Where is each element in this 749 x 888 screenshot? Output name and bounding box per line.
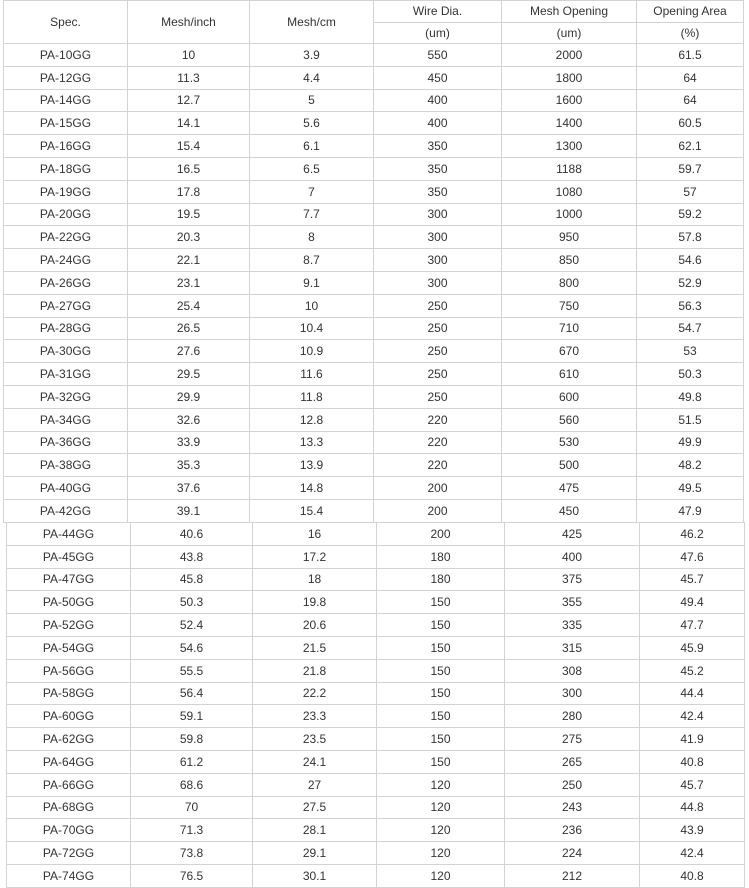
cell-opening-area: 47.7 bbox=[640, 614, 745, 637]
cell-opening-area: 51.5 bbox=[637, 408, 744, 431]
cell-spec: PA-40GG bbox=[4, 477, 128, 500]
cell-opening-area: 53 bbox=[637, 340, 744, 363]
cell-opening-area: 59.2 bbox=[637, 203, 744, 226]
cell-wire-dia: 200 bbox=[374, 499, 502, 522]
cell-spec: PA-20GG bbox=[4, 203, 128, 226]
cell-mesh-cm: 7.7 bbox=[250, 203, 374, 226]
cell-wire-dia: 350 bbox=[374, 180, 502, 203]
cell-wire-dia: 350 bbox=[374, 135, 502, 158]
cell-mesh-opening: 1080 bbox=[502, 180, 637, 203]
cell-opening-area: 49.9 bbox=[637, 431, 744, 454]
cell-spec: PA-72GG bbox=[7, 842, 131, 865]
mesh-spec-table-bottom bbox=[6, 522, 745, 888]
table-row bbox=[7, 773, 745, 796]
cell-spec: PA-22GG bbox=[4, 226, 128, 249]
cell-opening-area: 46.2 bbox=[640, 523, 745, 546]
cell-mesh-inch: 16.5 bbox=[128, 157, 250, 180]
cell-mesh-cm: 21.8 bbox=[253, 659, 377, 682]
cell-mesh-opening: 212 bbox=[505, 864, 640, 887]
cell-mesh-inch: 50.3 bbox=[131, 591, 253, 614]
cell-mesh-inch: 55.5 bbox=[131, 659, 253, 682]
cell-mesh-inch: 73.8 bbox=[131, 842, 253, 865]
cell-spec: PA-56GG bbox=[7, 659, 131, 682]
cell-wire-dia: 550 bbox=[374, 44, 502, 67]
cell-mesh-opening: 530 bbox=[502, 431, 637, 454]
cell-spec: PA-34GG bbox=[4, 408, 128, 431]
header-opening-area-unit: (%) bbox=[637, 22, 744, 44]
cell-spec: PA-15GG bbox=[4, 112, 128, 135]
cell-mesh-inch: 11.3 bbox=[128, 66, 250, 89]
cell-wire-dia: 120 bbox=[377, 773, 505, 796]
cell-mesh-inch: 35.3 bbox=[128, 454, 250, 477]
cell-opening-area: 42.4 bbox=[640, 842, 745, 865]
table-row bbox=[7, 842, 745, 865]
cell-wire-dia: 300 bbox=[374, 203, 502, 226]
cell-mesh-cm: 5 bbox=[250, 89, 374, 112]
cell-mesh-opening: 315 bbox=[505, 636, 640, 659]
cell-spec: PA-58GG bbox=[7, 682, 131, 705]
header-wire-dia: Wire Dia. bbox=[374, 1, 502, 23]
cell-spec: PA-60GG bbox=[7, 705, 131, 728]
table-row bbox=[7, 819, 745, 842]
cell-opening-area: 44.4 bbox=[640, 682, 745, 705]
cell-mesh-opening: 2000 bbox=[502, 44, 637, 67]
cell-mesh-opening: 400 bbox=[505, 545, 640, 568]
cell-wire-dia: 400 bbox=[374, 112, 502, 135]
cell-spec: PA-38GG bbox=[4, 454, 128, 477]
cell-mesh-opening: 1600 bbox=[502, 89, 637, 112]
cell-mesh-inch: 68.6 bbox=[131, 773, 253, 796]
cell-mesh-cm: 30.1 bbox=[253, 864, 377, 887]
cell-mesh-cm: 13.9 bbox=[250, 454, 374, 477]
header-row bbox=[4, 1, 744, 23]
cell-mesh-inch: 76.5 bbox=[131, 864, 253, 887]
cell-mesh-opening: 236 bbox=[505, 819, 640, 842]
cell-spec: PA-66GG bbox=[7, 773, 131, 796]
cell-opening-area: 50.3 bbox=[637, 363, 744, 386]
table-row bbox=[4, 66, 744, 89]
cell-mesh-cm: 6.5 bbox=[250, 157, 374, 180]
cell-wire-dia: 150 bbox=[377, 614, 505, 637]
cell-mesh-opening: 1400 bbox=[502, 112, 637, 135]
cell-mesh-inch: 25.4 bbox=[128, 294, 250, 317]
cell-mesh-cm: 8 bbox=[250, 226, 374, 249]
cell-opening-area: 64 bbox=[637, 89, 744, 112]
header-opening-area: Opening Area bbox=[637, 1, 744, 23]
cell-mesh-opening: 250 bbox=[505, 773, 640, 796]
table-row bbox=[4, 317, 744, 340]
cell-mesh-opening: 375 bbox=[505, 568, 640, 591]
cell-mesh-cm: 7 bbox=[250, 180, 374, 203]
cell-spec: PA-24GG bbox=[4, 249, 128, 272]
cell-mesh-cm: 24.1 bbox=[253, 750, 377, 773]
cell-wire-dia: 120 bbox=[377, 864, 505, 887]
cell-spec: PA-44GG bbox=[7, 523, 131, 546]
table-row bbox=[4, 385, 744, 408]
cell-spec: PA-50GG bbox=[7, 591, 131, 614]
cell-mesh-cm: 11.8 bbox=[250, 385, 374, 408]
cell-wire-dia: 150 bbox=[377, 750, 505, 773]
cell-mesh-cm: 14.8 bbox=[250, 477, 374, 500]
cell-mesh-inch: 52.4 bbox=[131, 614, 253, 637]
cell-mesh-cm: 12.8 bbox=[250, 408, 374, 431]
cell-mesh-opening: 243 bbox=[505, 796, 640, 819]
cell-mesh-inch: 39.1 bbox=[128, 499, 250, 522]
cell-opening-area: 57.8 bbox=[637, 226, 744, 249]
cell-mesh-cm: 10 bbox=[250, 294, 374, 317]
cell-wire-dia: 300 bbox=[374, 249, 502, 272]
table-row bbox=[7, 705, 745, 728]
table-row bbox=[4, 271, 744, 294]
table-row bbox=[7, 636, 745, 659]
cell-opening-area: 45.9 bbox=[640, 636, 745, 659]
cell-mesh-inch: 17.8 bbox=[128, 180, 250, 203]
cell-mesh-inch: 59.1 bbox=[131, 705, 253, 728]
cell-opening-area: 42.4 bbox=[640, 705, 745, 728]
cell-mesh-cm: 9.1 bbox=[250, 271, 374, 294]
cell-mesh-cm: 20.6 bbox=[253, 614, 377, 637]
cell-spec: PA-10GG bbox=[4, 44, 128, 67]
cell-spec: PA-45GG bbox=[7, 545, 131, 568]
cell-opening-area: 49.8 bbox=[637, 385, 744, 408]
cell-mesh-opening: 425 bbox=[505, 523, 640, 546]
cell-opening-area: 43.9 bbox=[640, 819, 745, 842]
cell-mesh-opening: 670 bbox=[502, 340, 637, 363]
cell-wire-dia: 400 bbox=[374, 89, 502, 112]
cell-mesh-inch: 20.3 bbox=[128, 226, 250, 249]
cell-mesh-cm: 23.5 bbox=[253, 728, 377, 751]
cell-spec: PA-70GG bbox=[7, 819, 131, 842]
table-row bbox=[7, 728, 745, 751]
cell-mesh-opening: 265 bbox=[505, 750, 640, 773]
table-row bbox=[4, 180, 744, 203]
cell-mesh-inch: 56.4 bbox=[131, 682, 253, 705]
cell-wire-dia: 220 bbox=[374, 431, 502, 454]
table-row bbox=[4, 226, 744, 249]
cell-mesh-opening: 335 bbox=[505, 614, 640, 637]
cell-spec: PA-74GG bbox=[7, 864, 131, 887]
cell-opening-area: 61.5 bbox=[637, 44, 744, 67]
cell-mesh-cm: 28.1 bbox=[253, 819, 377, 842]
cell-mesh-cm: 22.2 bbox=[253, 682, 377, 705]
cell-mesh-opening: 450 bbox=[502, 499, 637, 522]
header-mesh-opening-unit: (um) bbox=[502, 22, 637, 44]
cell-opening-area: 44.8 bbox=[640, 796, 745, 819]
cell-wire-dia: 120 bbox=[377, 796, 505, 819]
cell-wire-dia: 150 bbox=[377, 728, 505, 751]
table-row bbox=[4, 363, 744, 386]
cell-opening-area: 54.6 bbox=[637, 249, 744, 272]
cell-mesh-cm: 18 bbox=[253, 568, 377, 591]
cell-opening-area: 59.7 bbox=[637, 157, 744, 180]
cell-mesh-cm: 10.4 bbox=[250, 317, 374, 340]
cell-spec: PA-47GG bbox=[7, 568, 131, 591]
cell-mesh-inch: 54.6 bbox=[131, 636, 253, 659]
cell-spec: PA-68GG bbox=[7, 796, 131, 819]
table-row bbox=[7, 568, 745, 591]
table-row bbox=[7, 750, 745, 773]
header-mesh-cm: Mesh/cm bbox=[250, 1, 374, 44]
cell-mesh-opening: 750 bbox=[502, 294, 637, 317]
cell-opening-area: 60.5 bbox=[637, 112, 744, 135]
cell-mesh-inch: 12.7 bbox=[128, 89, 250, 112]
table-row bbox=[4, 89, 744, 112]
cell-opening-area: 41.9 bbox=[640, 728, 745, 751]
cell-spec: PA-54GG bbox=[7, 636, 131, 659]
cell-wire-dia: 150 bbox=[377, 659, 505, 682]
table-row bbox=[7, 591, 745, 614]
table-row bbox=[7, 682, 745, 705]
cell-mesh-cm: 27 bbox=[253, 773, 377, 796]
cell-mesh-cm: 4.4 bbox=[250, 66, 374, 89]
cell-spec: PA-36GG bbox=[4, 431, 128, 454]
cell-mesh-cm: 6.1 bbox=[250, 135, 374, 158]
cell-mesh-opening: 800 bbox=[502, 271, 637, 294]
mesh-spec-table-top bbox=[3, 0, 744, 523]
cell-mesh-cm: 10.9 bbox=[250, 340, 374, 363]
cell-wire-dia: 180 bbox=[377, 545, 505, 568]
cell-mesh-inch: 70 bbox=[131, 796, 253, 819]
cell-opening-area: 47.9 bbox=[637, 499, 744, 522]
cell-wire-dia: 150 bbox=[377, 682, 505, 705]
table-row bbox=[4, 499, 744, 522]
cell-mesh-opening: 355 bbox=[505, 591, 640, 614]
cell-opening-area: 49.4 bbox=[640, 591, 745, 614]
cell-wire-dia: 220 bbox=[374, 408, 502, 431]
table-row bbox=[4, 157, 744, 180]
cell-wire-dia: 300 bbox=[374, 226, 502, 249]
cell-mesh-cm: 27.5 bbox=[253, 796, 377, 819]
cell-mesh-inch: 10 bbox=[128, 44, 250, 67]
cell-mesh-inch: 27.6 bbox=[128, 340, 250, 363]
cell-mesh-inch: 22.1 bbox=[128, 249, 250, 272]
cell-mesh-cm: 16 bbox=[253, 523, 377, 546]
cell-spec: PA-14GG bbox=[4, 89, 128, 112]
table-row bbox=[4, 408, 744, 431]
cell-wire-dia: 300 bbox=[374, 271, 502, 294]
cell-spec: PA-12GG bbox=[4, 66, 128, 89]
cell-spec: PA-42GG bbox=[4, 499, 128, 522]
cell-wire-dia: 180 bbox=[377, 568, 505, 591]
cell-spec: PA-31GG bbox=[4, 363, 128, 386]
table-row bbox=[7, 523, 745, 546]
cell-opening-area: 62.1 bbox=[637, 135, 744, 158]
table-row bbox=[4, 203, 744, 226]
cell-mesh-inch: 15.4 bbox=[128, 135, 250, 158]
cell-mesh-inch: 32.6 bbox=[128, 408, 250, 431]
cell-opening-area: 47.6 bbox=[640, 545, 745, 568]
cell-opening-area: 52.9 bbox=[637, 271, 744, 294]
cell-mesh-opening: 560 bbox=[502, 408, 637, 431]
cell-wire-dia: 250 bbox=[374, 363, 502, 386]
table-row bbox=[4, 477, 744, 500]
cell-mesh-inch: 33.9 bbox=[128, 431, 250, 454]
cell-opening-area: 48.2 bbox=[637, 454, 744, 477]
cell-mesh-opening: 224 bbox=[505, 842, 640, 865]
cell-wire-dia: 150 bbox=[377, 591, 505, 614]
table-row bbox=[4, 294, 744, 317]
cell-opening-area: 56.3 bbox=[637, 294, 744, 317]
table-row bbox=[4, 112, 744, 135]
cell-mesh-cm: 13.3 bbox=[250, 431, 374, 454]
header-spec: Spec. bbox=[4, 1, 128, 44]
cell-wire-dia: 200 bbox=[374, 477, 502, 500]
cell-mesh-opening: 475 bbox=[502, 477, 637, 500]
cell-wire-dia: 350 bbox=[374, 157, 502, 180]
cell-wire-dia: 250 bbox=[374, 317, 502, 340]
cell-wire-dia: 150 bbox=[377, 636, 505, 659]
cell-mesh-cm: 29.1 bbox=[253, 842, 377, 865]
header-wire-dia-unit: (um) bbox=[374, 22, 502, 44]
cell-spec: PA-16GG bbox=[4, 135, 128, 158]
cell-spec: PA-26GG bbox=[4, 271, 128, 294]
cell-mesh-inch: 29.9 bbox=[128, 385, 250, 408]
cell-wire-dia: 220 bbox=[374, 454, 502, 477]
cell-mesh-inch: 61.2 bbox=[131, 750, 253, 773]
cell-mesh-opening: 500 bbox=[502, 454, 637, 477]
cell-mesh-cm: 19.8 bbox=[253, 591, 377, 614]
header-mesh-opening: Mesh Opening bbox=[502, 1, 637, 23]
cell-mesh-opening: 1800 bbox=[502, 66, 637, 89]
table-bottom-body bbox=[7, 523, 745, 888]
cell-mesh-inch: 29.5 bbox=[128, 363, 250, 386]
cell-opening-area: 54.7 bbox=[637, 317, 744, 340]
cell-mesh-inch: 14.1 bbox=[128, 112, 250, 135]
cell-opening-area: 49.5 bbox=[637, 477, 744, 500]
cell-wire-dia: 250 bbox=[374, 385, 502, 408]
cell-mesh-cm: 8.7 bbox=[250, 249, 374, 272]
cell-mesh-opening: 950 bbox=[502, 226, 637, 249]
table-row bbox=[4, 340, 744, 363]
cell-wire-dia: 200 bbox=[377, 523, 505, 546]
table-row bbox=[7, 545, 745, 568]
cell-spec: PA-19GG bbox=[4, 180, 128, 203]
cell-wire-dia: 250 bbox=[374, 340, 502, 363]
cell-spec: PA-30GG bbox=[4, 340, 128, 363]
cell-mesh-cm: 21.5 bbox=[253, 636, 377, 659]
cell-mesh-opening: 610 bbox=[502, 363, 637, 386]
cell-wire-dia: 120 bbox=[377, 842, 505, 865]
cell-mesh-inch: 71.3 bbox=[131, 819, 253, 842]
cell-opening-area: 45.2 bbox=[640, 659, 745, 682]
cell-mesh-cm: 17.2 bbox=[253, 545, 377, 568]
table-row bbox=[7, 659, 745, 682]
cell-opening-area: 57 bbox=[637, 180, 744, 203]
table-row bbox=[7, 614, 745, 637]
table-row bbox=[7, 864, 745, 887]
cell-spec: PA-28GG bbox=[4, 317, 128, 340]
cell-opening-area: 45.7 bbox=[640, 568, 745, 591]
cell-mesh-opening: 300 bbox=[505, 682, 640, 705]
cell-mesh-inch: 23.1 bbox=[128, 271, 250, 294]
cell-wire-dia: 450 bbox=[374, 66, 502, 89]
cell-mesh-opening: 1300 bbox=[502, 135, 637, 158]
cell-mesh-cm: 3.9 bbox=[250, 44, 374, 67]
cell-spec: PA-18GG bbox=[4, 157, 128, 180]
cell-opening-area: 40.8 bbox=[640, 750, 745, 773]
cell-mesh-inch: 19.5 bbox=[128, 203, 250, 226]
cell-mesh-opening: 308 bbox=[505, 659, 640, 682]
cell-spec: PA-64GG bbox=[7, 750, 131, 773]
cell-spec: PA-62GG bbox=[7, 728, 131, 751]
cell-wire-dia: 150 bbox=[377, 705, 505, 728]
cell-mesh-opening: 280 bbox=[505, 705, 640, 728]
cell-opening-area: 40.8 bbox=[640, 864, 745, 887]
cell-spec: PA-52GG bbox=[7, 614, 131, 637]
table-row bbox=[4, 431, 744, 454]
cell-spec: PA-27GG bbox=[4, 294, 128, 317]
cell-mesh-cm: 15.4 bbox=[250, 499, 374, 522]
table-row bbox=[4, 44, 744, 67]
cell-opening-area: 45.7 bbox=[640, 773, 745, 796]
cell-mesh-inch: 26.5 bbox=[128, 317, 250, 340]
cell-wire-dia: 120 bbox=[377, 819, 505, 842]
cell-mesh-cm: 11.6 bbox=[250, 363, 374, 386]
cell-mesh-opening: 710 bbox=[502, 317, 637, 340]
cell-mesh-cm: 5.6 bbox=[250, 112, 374, 135]
cell-mesh-inch: 40.6 bbox=[131, 523, 253, 546]
table-row bbox=[7, 796, 745, 819]
cell-mesh-opening: 600 bbox=[502, 385, 637, 408]
header-mesh-inch: Mesh/inch bbox=[128, 1, 250, 44]
cell-mesh-opening: 275 bbox=[505, 728, 640, 751]
cell-mesh-inch: 43.8 bbox=[131, 545, 253, 568]
table-top-body bbox=[4, 1, 744, 523]
table-row bbox=[4, 135, 744, 158]
cell-mesh-opening: 1188 bbox=[502, 157, 637, 180]
cell-mesh-cm: 23.3 bbox=[253, 705, 377, 728]
cell-mesh-inch: 59.8 bbox=[131, 728, 253, 751]
table-row bbox=[4, 249, 744, 272]
cell-mesh-inch: 37.6 bbox=[128, 477, 250, 500]
cell-mesh-opening: 850 bbox=[502, 249, 637, 272]
cell-mesh-inch: 45.8 bbox=[131, 568, 253, 591]
cell-wire-dia: 250 bbox=[374, 294, 502, 317]
cell-spec: PA-32GG bbox=[4, 385, 128, 408]
cell-opening-area: 64 bbox=[637, 66, 744, 89]
cell-mesh-opening: 1000 bbox=[502, 203, 637, 226]
table-row bbox=[4, 454, 744, 477]
